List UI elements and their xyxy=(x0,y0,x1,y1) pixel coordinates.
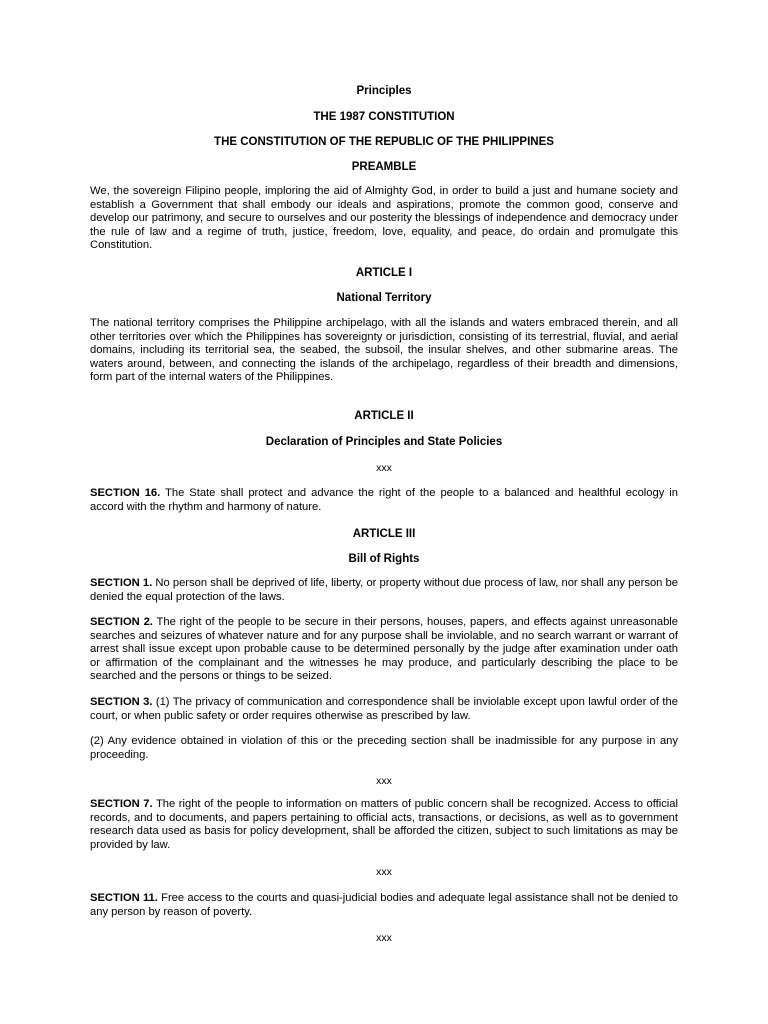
section-3-label: SECTION 3. xyxy=(90,696,153,708)
section-16 xyxy=(90,487,678,514)
section-11-label: SECTION 11. xyxy=(90,892,158,904)
doc-label-principles: Principles xyxy=(356,85,412,97)
article-3-title: Bill of Rights xyxy=(348,553,420,565)
section-2 xyxy=(90,616,678,684)
republic-title: THE CONSTITUTION OF THE REPUBLIC OF THE PHILIPPINES xyxy=(214,136,554,148)
section-16-label: SECTION 16. xyxy=(90,487,161,499)
section-7-text: The right of the people to information on matters of public concern shall be recognized. Access to official records, and to documents, and papers pertaining to official acts, transactions, or decisions, as well as to government research data used as basis for policy development, shall be afforded the citizen, subject to such limitations as may be provided by law. xyxy=(90,798,678,851)
section-3-paragraph-2: (2) Any evidence obtained in violation of this or the preceding section shall be inadmissible for any purpose in any proceeding. xyxy=(90,735,678,761)
section-11-text: Free access to the courts and quasi-judicial bodies and adequate legal assistance shall not be denied to any person by reason of poverty. xyxy=(90,892,678,918)
preamble-text: We, the sovereign Filipino people, imploring the aid of Almighty God, in order to build a just and humane society and establish a Government that shall embody our ideals and aspirations, promote the common good, conserve and develop our patrimony, and secure to ourselves and our posterity the blessings of independence and democracy under the rule of law and a regime of truth, justice, freedom, love, equality, and peace, do ordain and promulgate this Constitution. xyxy=(90,185,678,252)
section-2-text: The right of the people to be secure in their persons, houses, papers, and effects against unreasonable searches and seizures of whatever nature and for any purpose shall be inviolable, and no search warrant or warrant of arrest shall issue except upon probable cause to be determined personally by the judge after examination under oath or affirmation of the complainant and the witnesses he may produce, and particularly describing the place to be searched and the persons or things to be seized. xyxy=(90,616,679,683)
section-7-label: SECTION 7. xyxy=(90,798,153,810)
section-7 xyxy=(90,798,678,852)
section-2-label: SECTION 2. xyxy=(90,616,153,628)
section-1 xyxy=(90,577,678,604)
section-1-label: SECTION 1. xyxy=(90,577,153,589)
section-1-text: No person shall be deprived of life, liberty, or property without due process of law, nor shall any person be denied the equal protection of the laws. xyxy=(90,577,678,603)
article-2-heading: ARTICLE II xyxy=(354,410,414,422)
omission-marker: xxx xyxy=(376,775,392,787)
omission-marker: xxx xyxy=(376,866,392,878)
section-3-text: (1) The privacy of communication and correspondence shall be inviolable except upon lawful order of the court, or when public safety or order requires otherwise as prescribed by law. xyxy=(90,696,678,722)
section-16-text: The State shall protect and advance the right of the people to a balanced and healthful ecology in accord with the rhythm and harmony of nature. xyxy=(90,487,678,513)
article-1-text: The national territory comprises the Philippine archipelago, with all the islands and waters embraced therein, and all other territories over which the Philippines has sovereignty or jurisdiction, consisting of its terrestrial, fluvial, and aerial domains, including its territorial sea, the seabed, the subsoil, the insular shelves, and other submarine areas. The waters around, between, and connecting the islands of the archipelago, regardless of their breadth and dimensions, form part of the internal waters of the Philippines. xyxy=(90,317,678,384)
article-2-title: Declaration of Principles and State Policies xyxy=(265,436,503,448)
preamble-heading: PREAMBLE xyxy=(351,161,417,173)
article-3-heading: ARTICLE III xyxy=(352,528,416,540)
section-3 xyxy=(90,696,678,723)
section-11 xyxy=(90,892,678,919)
article-1-heading: ARTICLE I xyxy=(355,267,413,279)
omission-marker: xxx xyxy=(376,462,392,474)
omission-marker: xxx xyxy=(376,932,392,944)
article-1-title: National Territory xyxy=(336,292,432,304)
constitution-title: THE 1987 CONSTITUTION xyxy=(313,111,455,123)
